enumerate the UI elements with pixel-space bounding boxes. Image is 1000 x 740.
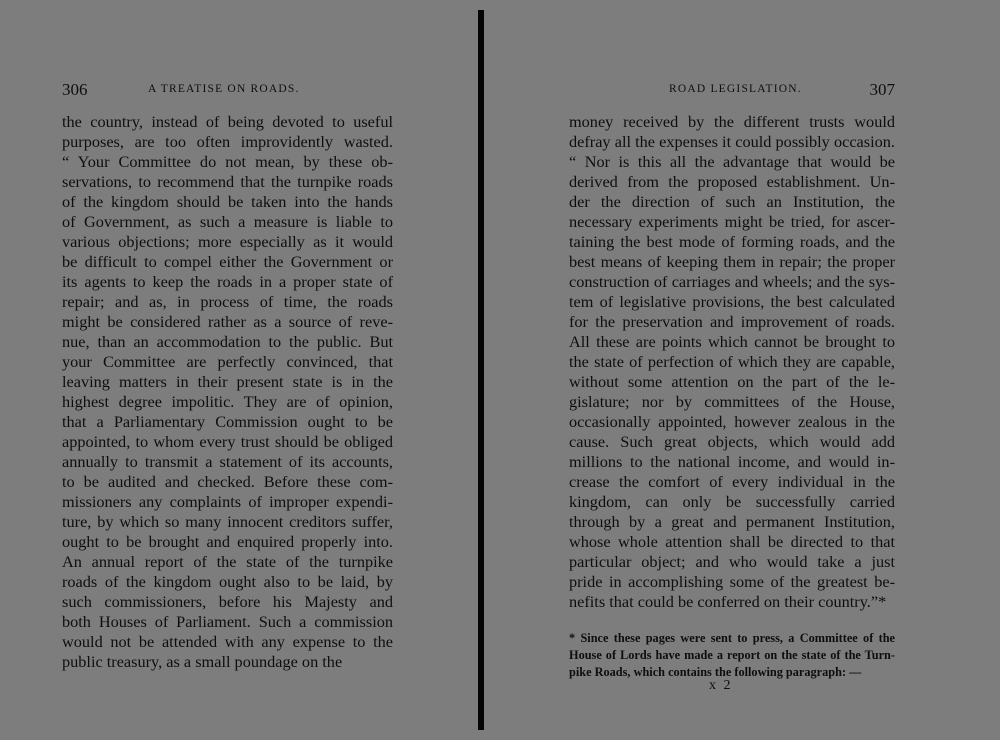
text-line: for the preservation and improvement of roads.	[569, 312, 895, 331]
text-line: roads of the kingdom ought also to be laid, by	[62, 572, 393, 591]
text-line: to be audited and checked. Before these com-	[62, 472, 393, 491]
text-line: highest degree impolitic. They are of opinion,	[62, 392, 393, 411]
text-line: of Government, as such a measure is liable to	[62, 212, 393, 231]
right-running-head: ROAD LEGISLATION.	[669, 83, 802, 95]
text-line: pride in accomplishing some of the greatest be-	[569, 572, 895, 591]
text-line: repair; and as, in process of time, the roads	[62, 292, 393, 311]
text-line: millions to the national income, and would in-	[569, 452, 895, 471]
text-line: leaving matters in their present state is in the	[62, 372, 393, 391]
text-line: All these are points which cannot be brought to	[569, 332, 895, 351]
text-line: An annual report of the state of the turnpike	[62, 552, 393, 571]
right-page-header	[569, 80, 895, 102]
text-line: whose whole attention shall be directed to that	[569, 532, 895, 551]
text-line: crease the comfort of every individual in the	[569, 472, 895, 491]
text-line: money received by the different trusts would	[569, 112, 895, 131]
book-gutter	[478, 10, 484, 730]
text-line: of the kingdom should be taken into the hands	[62, 192, 393, 211]
text-line: nue, than an accommodation to the public. But	[62, 332, 393, 351]
text-line: der the direction of such an Institution, the	[569, 192, 895, 211]
text-line: appointed, to whom every trust should be obliged	[62, 432, 393, 451]
text-line: servations, to recommend that the turnpike roads	[62, 172, 393, 191]
text-line: public treasury, as a small poundage on the	[62, 652, 343, 671]
text-line: the state of perfection of which they are capable,	[569, 352, 895, 371]
text-line: would not be attended with any expense to the	[62, 632, 393, 651]
text-line: through by a great and permanent Institution,	[569, 512, 895, 531]
footnote	[569, 630, 895, 681]
right-page-body	[569, 112, 895, 612]
text-line: nefits that could be conferred on their country.”*	[569, 592, 887, 611]
text-line: tem of legislative provisions, the best calculated	[569, 292, 895, 311]
text-line: that a Parliamentary Commission ought to be	[62, 412, 393, 431]
text-line: annually to transmit a statement of its accounts,	[62, 452, 393, 471]
left-page-header	[62, 80, 393, 102]
text-line: both Houses of Parliament. Such a commission	[62, 612, 393, 631]
text-line: ture, by which so many innocent creditors suffer,	[62, 512, 393, 531]
left-running-head: A TREATISE ON ROADS.	[148, 83, 300, 95]
text-line: such commissioners, before his Majesty and	[62, 592, 393, 611]
footnote-line: House of Lords have made a report on the state of the Turn-	[569, 648, 895, 662]
text-line: “ Nor is this all the advantage that would be	[569, 152, 895, 171]
text-line: purposes, are too often improvidently wasted.	[62, 132, 393, 151]
text-line: various objections; more especially as it would	[62, 232, 393, 251]
left-page-number: 306	[62, 80, 88, 99]
text-line: particular object; and who would take a just	[569, 552, 895, 571]
footnote-line: * Since these pages were sent to press, a Committee of the	[569, 631, 895, 645]
text-line: construction of carriages and wheels; and the sys-	[569, 272, 895, 291]
text-line: best means of keeping them in repair; the proper	[569, 252, 895, 271]
text-line: your Committee are perfectly convinced, that	[62, 352, 393, 371]
text-line: defray all the expenses it could possibly occasion.	[569, 132, 895, 151]
text-line: be difficult to compel either the Government or	[62, 252, 393, 271]
left-page-body	[62, 112, 393, 672]
text-line: ought to be brought and enquired properly into.	[62, 532, 393, 551]
text-line: the country, instead of being devoted to useful	[62, 112, 393, 131]
text-line: derived from the proposed establishment. Un-	[569, 172, 895, 191]
text-line: “ Your Committee do not mean, by these ob-	[62, 152, 393, 171]
text-line: without some attention on the part of the le-	[569, 372, 895, 391]
text-line: occasionally appointed, however zealous in the	[569, 412, 895, 431]
text-line: cause. Such great objects, which would add	[569, 432, 895, 451]
signature-mark: x 2	[709, 678, 733, 693]
text-line: its agents to keep the roads in a proper state of	[62, 272, 393, 291]
right-page-number: 307	[869, 80, 895, 99]
text-line: necessary experiments might be tried, for ascer-	[569, 212, 895, 231]
text-line: might be considered rather as a source of reve-	[62, 312, 393, 331]
text-line: taining the best mode of forming roads, and the	[569, 232, 895, 251]
text-line: missioners any complaints of improper expendi-	[62, 492, 393, 511]
text-line: kingdom, can only be successfully carried	[569, 492, 895, 511]
text-line: gislature; nor by committees of the House,	[569, 392, 895, 411]
footnote-line: pike Roads, which contains the following paragraph: —	[569, 665, 862, 679]
